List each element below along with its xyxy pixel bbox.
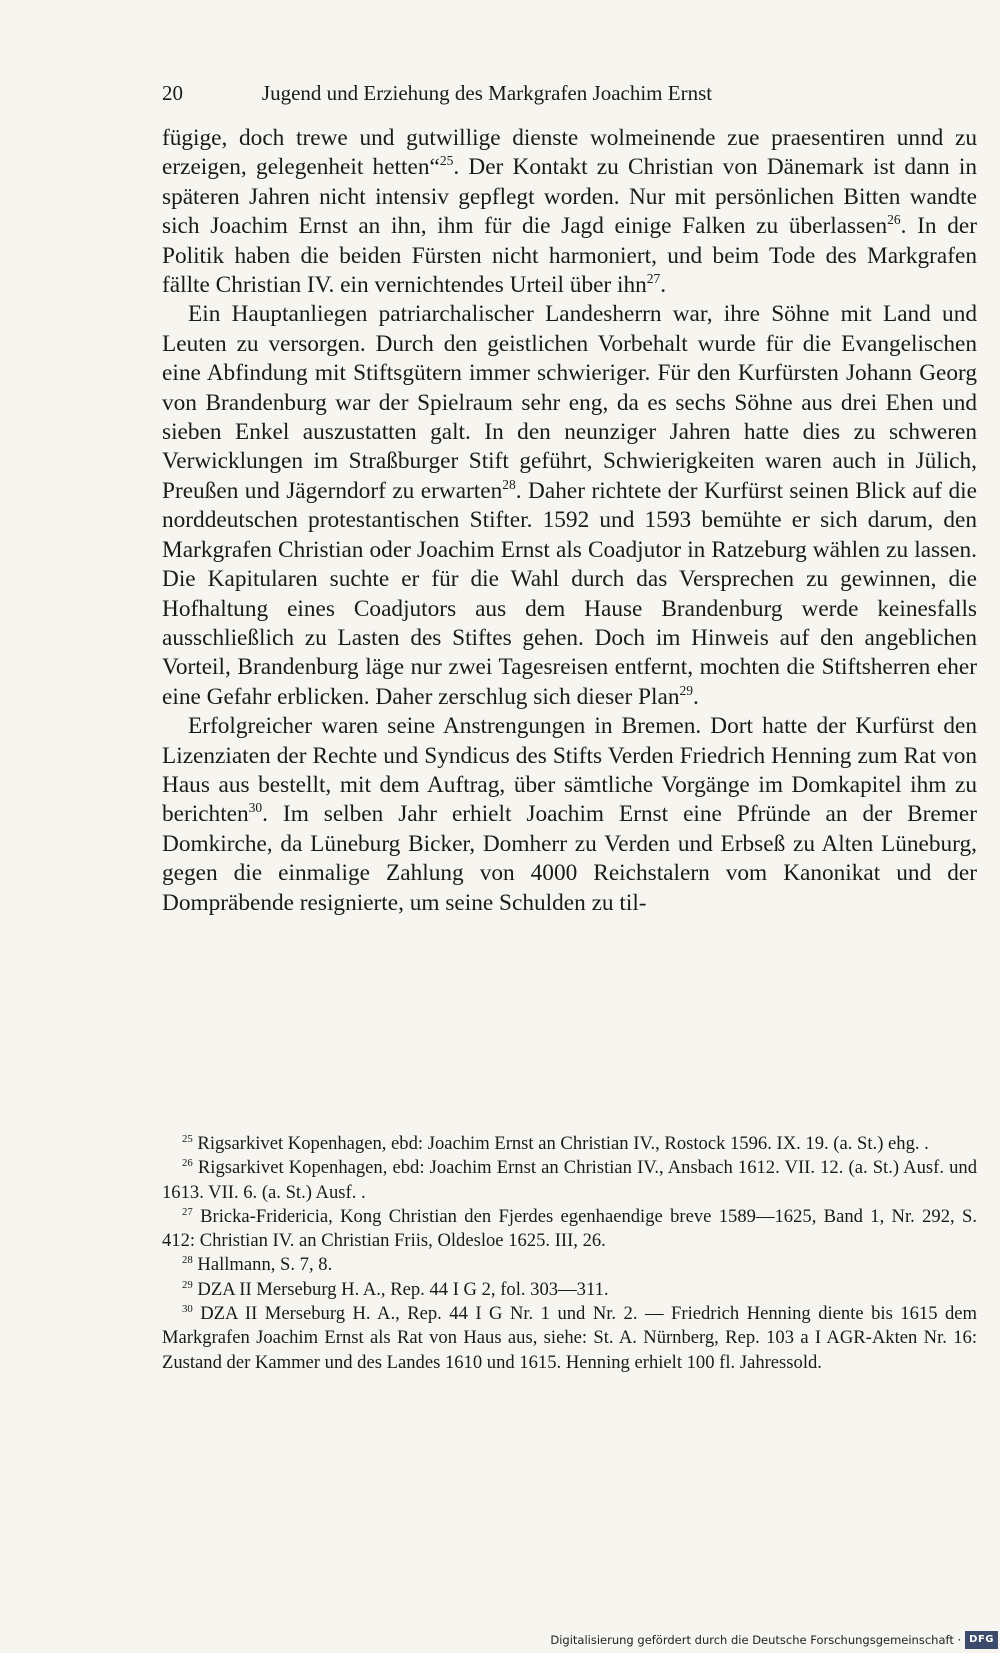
text-run: . <box>660 272 667 299</box>
text-run: Ein Hauptanliegen patriarchalischer Landesherrn war, ihre Söhne mit Land und Leuten zu versorgen. Durch den geistlichen Vorbehalt wurde für die Evangelischen eine Abfindung mit Stiftsgütern immer schwieriger. Für den Kurfürsten Johann Georg von Brandenburg war der Spielraum sehr eng, da es sechs Söhne aus drei Ehen und sieben Enkel auszustatten galt. In den neunziger Jahren hatte dies zu schweren Verwicklungen im Straßburger Stift geführt, Schwierigkeiten waren auch in Jülich, Preußen und Jägerndorf zu erwarten <box>162 301 977 504</box>
footnote-number: 28 <box>182 1254 193 1267</box>
footnote-text: DZA II Merseburg H. A., Rep. 44 I G Nr. 1 und Nr. 2. — Friedrich Henning diente bis 1615 dem Markgrafen Joachim Ernst als Rat von Haus aus, siehe: St. A. Nürnberg, Rep. 103 a I AGR-Akten Nr. 16: Zustand der Kammer und des Landes 1610 und 1615. Henning erhielt 100 fl. Jahressold. <box>162 1303 977 1373</box>
footnote <box>162 1253 977 1277</box>
footnote-ref: 28 <box>502 477 516 493</box>
page-number: 20 <box>162 81 183 105</box>
footnote <box>162 1156 977 1205</box>
text-run: fügige, doch trewe und gutwillige dienste wolmeinende zue praesentiren unnd zu erzeigen, gelegenheit hetten“ <box>162 125 977 181</box>
text-run: . Der Kontakt zu Christian von Dänemark ist dann in späteren Jahren nicht intensiv gepflegt worden. Nur mit persönlichen Bitten wandte sich Joachim Ernst an ihn, ihm für die Jagd einige Falken zu überlassen <box>162 154 977 240</box>
footnote <box>162 1205 977 1254</box>
footnote-number: 26 <box>182 1157 193 1170</box>
footnote-text: Rigsarkivet Kopenhagen, ebd: Joachim Ernst an Christian IV., Ansbach 1612. VII. 12. (a. St.) Ausf. und 1613. VII. 6. (a. St.) Ausf. . <box>162 1157 977 1203</box>
footnote <box>162 1132 977 1156</box>
footnote-ref: 29 <box>679 682 693 698</box>
running-header <box>162 78 812 108</box>
text-run: . <box>692 683 699 710</box>
text-run: Erfolgreicher waren seine Anstrengungen in Bremen. Dort hatte der Kurfürst den Lizenziaten der Rechte und Syndicus des Stifts Verden Friedrich Henning zum Rat von Haus aus bestellt, mit dem Auftrag, über sämtliche Vorgänge im Domkapitel ihm zu berichten <box>162 713 977 828</box>
footnote-text: Hallmann, S. 7, 8. <box>197 1254 333 1276</box>
footnote <box>162 1278 977 1302</box>
digitization-credit <box>550 1629 998 1651</box>
dfg-logo: DFG <box>965 1631 998 1649</box>
footnote-ref: 25 <box>439 153 454 169</box>
text-run: . In der Politik haben die beiden Fürsten nicht harmoniert, und beim Tode des Markgrafen fällte Christian IV. ein vernichtendes Urteil über ihn <box>162 213 977 299</box>
body-paragraph <box>162 712 977 918</box>
footnote-text: Rigsarkivet Kopenhagen, ebd: Joachim Ernst an Christian IV., Rostock 1596. IX. 19. (a. St.) ehg. . <box>197 1133 929 1154</box>
footnote-ref: 27 <box>646 271 661 287</box>
footnotes <box>162 1132 977 1375</box>
footnote-number: 30 <box>182 1303 193 1316</box>
body-paragraph <box>162 300 977 712</box>
text-run: . Im selben Jahr erhielt Joachim Ernst eine Pfründe an der Bremer Domkirche, da Lüneburg Bicker, Domherr zu Verden und Erbseß zu Alten Lüneburg, gegen die einmalige Zahlung von 4000 Reichstalern vom Kanonikat und der Dompräbende resignierte, um seine Schulden zu til- <box>162 801 977 916</box>
body-paragraph <box>162 124 977 300</box>
footnote-number: 29 <box>182 1278 193 1291</box>
footnote-number: 27 <box>182 1205 193 1218</box>
footnote-ref: 30 <box>248 800 263 816</box>
text-run: . Daher richtete der Kurfürst seinen Blick auf die norddeutschen protestantischen Stifter. 1592 und 1593 bemühte er sich darum, den Markgrafen Christian oder Joachim Ernst als Coadjutor in Ratzeburg wählen zu lassen. Die Kapitularen suchte er für die Wahl durch das Versprechen zu gewinnen, die Hofhaltung eines Coadjutors aus dem Hause Brandenburg werde keinesfalls ausschließlich zu Lasten des Stiftes gehen. Doch im Hinweis auf den angeblichen Vorteil, Brandenburg läge nur zwei Tagesreisen entfernt, mochten die Stiftsherren eher eine Gefahr erblicken. Daher zerschlug sich dieser Plan <box>162 477 977 710</box>
footnote-ref: 26 <box>887 212 901 228</box>
footnote-text: Bricka-Fridericia, Kong Christian den Fjerdes egenhaendige breve 1589—1625, Band 1, Nr. 292, S. 412: Christian IV. an Christian Friis, Oldesloe 1625. III, 26. <box>162 1205 977 1252</box>
body-text <box>162 124 977 918</box>
footnote-number: 25 <box>182 1133 193 1145</box>
footnote-text: DZA II Merseburg H. A., Rep. 44 I G 2, fol. 303—311. <box>197 1278 609 1300</box>
running-title: Jugend und Erziehung des Markgrafen Joachim Ernst <box>261 81 713 105</box>
credit-text: Digitalisierung gefördert durch die Deutsche Forschungsgemeinschaft · <box>550 1633 962 1647</box>
footnote <box>162 1302 977 1375</box>
